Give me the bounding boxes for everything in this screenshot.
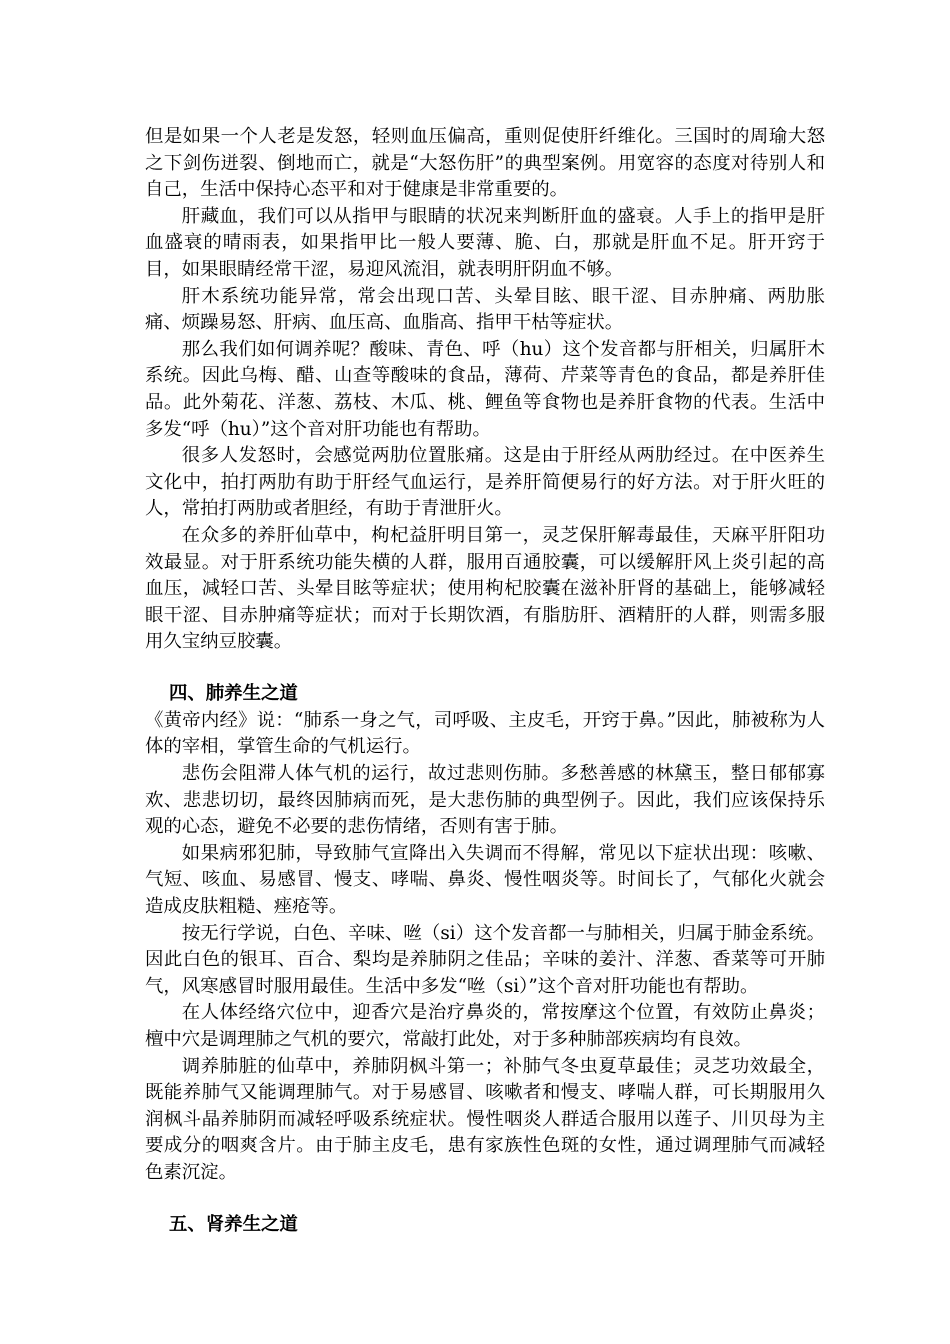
paragraph: 按无行学说，白色、辛味、咝（si）这个发音都一与肺相关，归属于肺金系统。因此白色的银耳、百合、梨均是养肺阴之佳品；辛味的姜汁、洋葱、香菜等可开肺气，风寒感冒时服用最佳。生活中多发“咝（si）”这个音对肝功能也有帮助。 [145, 922, 825, 997]
paragraph: 肝木系统功能异常，常会出现口苦、头晕目眩、眼干涩、目赤肿痛、两肋胀痛、烦躁易怒、肝病、血压高、血脂高、指甲干枯等症状。 [145, 285, 825, 334]
paragraph: 《黄帝内经》说：“肺系一身之气，司呼吸、主皮毛，开窍于鼻。”因此，肺被称为人体的宰相，掌管生命的气机运行。 [145, 709, 825, 758]
liver-section [145, 124, 825, 656]
paragraph: 很多人发怒时，会感觉两肋位置胀痛。这是由于肝经从两肋经过。在中医养生文化中，拍打两肋有助于肝经气血运行，是养肝简便易行的好方法。对于肝火旺的人，常拍打两肋或者胆经，有助于青泄肝火。 [145, 445, 825, 520]
paragraph: 肝藏血，我们可以从指甲与眼睛的状况来判断肝血的盛衰。人手上的指甲是肝血盛衰的晴雨表，如果指甲比一般人要薄、脆、白，那就是肝血不足。肝开窍于目，如果眼睛经常干涩，易迎风流泪，就表明肝阴血不够。 [145, 205, 825, 280]
paragraph: 悲伤会阻滞人体气机的运行，故过悲则伤肺。多愁善感的林黛玉，整日郁郁寡欢、悲悲切切，最终因肺病而死，是大悲伤肺的典型例子。因此，我们应该保持乐观的心态，避免不必要的悲伤情绪，否则有害于肺。 [145, 763, 825, 838]
section-heading-kidney: 五、肾养生之道 [169, 1213, 298, 1235]
paragraph: 调养肺脏的仙草中，养肺阴枫斗第一；补肺气冬虫夏草最佳；灵芝功效最全，既能养肺气又能调理肺气。对于易感冒、咳嗽者和慢支、哮喘人群，可长期服用久润枫斗晶养肺阴而减轻呼吸系统症状。慢性咽炎人群适合服用以莲子、川贝母为主要成分的咽爽含片。由于肺主皮毛，患有家族性色斑的女性，通过调理肺气而减轻色素沉淀。 [145, 1055, 825, 1183]
paragraph: 那么我们如何调养呢？酸味、青色、呼（hu）这个发音都与肝相关，归属肝木系统。因此乌梅、醋、山查等酸味的食品，薄荷、芹菜等青色的食品，都是养肝佳品。此外菊花、洋葱、荔枝、木瓜、桃、鲤鱼等食物也是养肝食物的代表。生活中多发“呼（hu）”这个音对肝功能也有帮助。 [145, 338, 825, 440]
section-heading-lung: 四、肺养生之道 [169, 682, 298, 704]
paragraph: 但是如果一个人老是发怒，轻则血压偏高，重则促使肝纤维化。三国时的周瑜大怒之下剑伤迸裂、倒地而亡，就是“大怒伤肝”的典型案例。用宽容的态度对待别人和自己，生活中保持心态平和对于健康是非常重要的。 [145, 126, 825, 201]
kidney-section [145, 1211, 825, 1239]
paragraph: 在人体经络穴位中，迎香穴是治疗鼻炎的，常按摩这个位置，有效防止鼻炎；檀中穴是调理肺之气机的要穴，常敲打此处，对于多种肺部疾病均有良效。 [145, 1002, 825, 1050]
lung-section [145, 680, 825, 1187]
document-page [145, 124, 825, 1239]
paragraph: 在众多的养肝仙草中，枸杞益肝明目第一，灵芝保肝解毒最佳，天麻平肝阳功效最显。对于肝系统功能失横的人群，服用百通胶囊，可以缓解肝风上炎引起的高血压，减轻口苦、头晕目眩等症状；使用枸杞胶囊在滋补肝肾的基础上，能够减轻眼干涩、目赤肿痛等症状；而对于长期饮酒，有脂肪肝、酒精肝的人群，则需多服用久宝纳豆胶囊。 [145, 524, 825, 653]
paragraph: 如果病邪犯肺，导致肺气宣降出入失调而不得解，常见以下症状出现：咳嗽、气短、咳血、易感冒、慢支、哮喘、鼻炎、慢性咽炎等。时间长了，气郁化火就会造成皮肤粗糙、痤疮等。 [145, 842, 825, 918]
